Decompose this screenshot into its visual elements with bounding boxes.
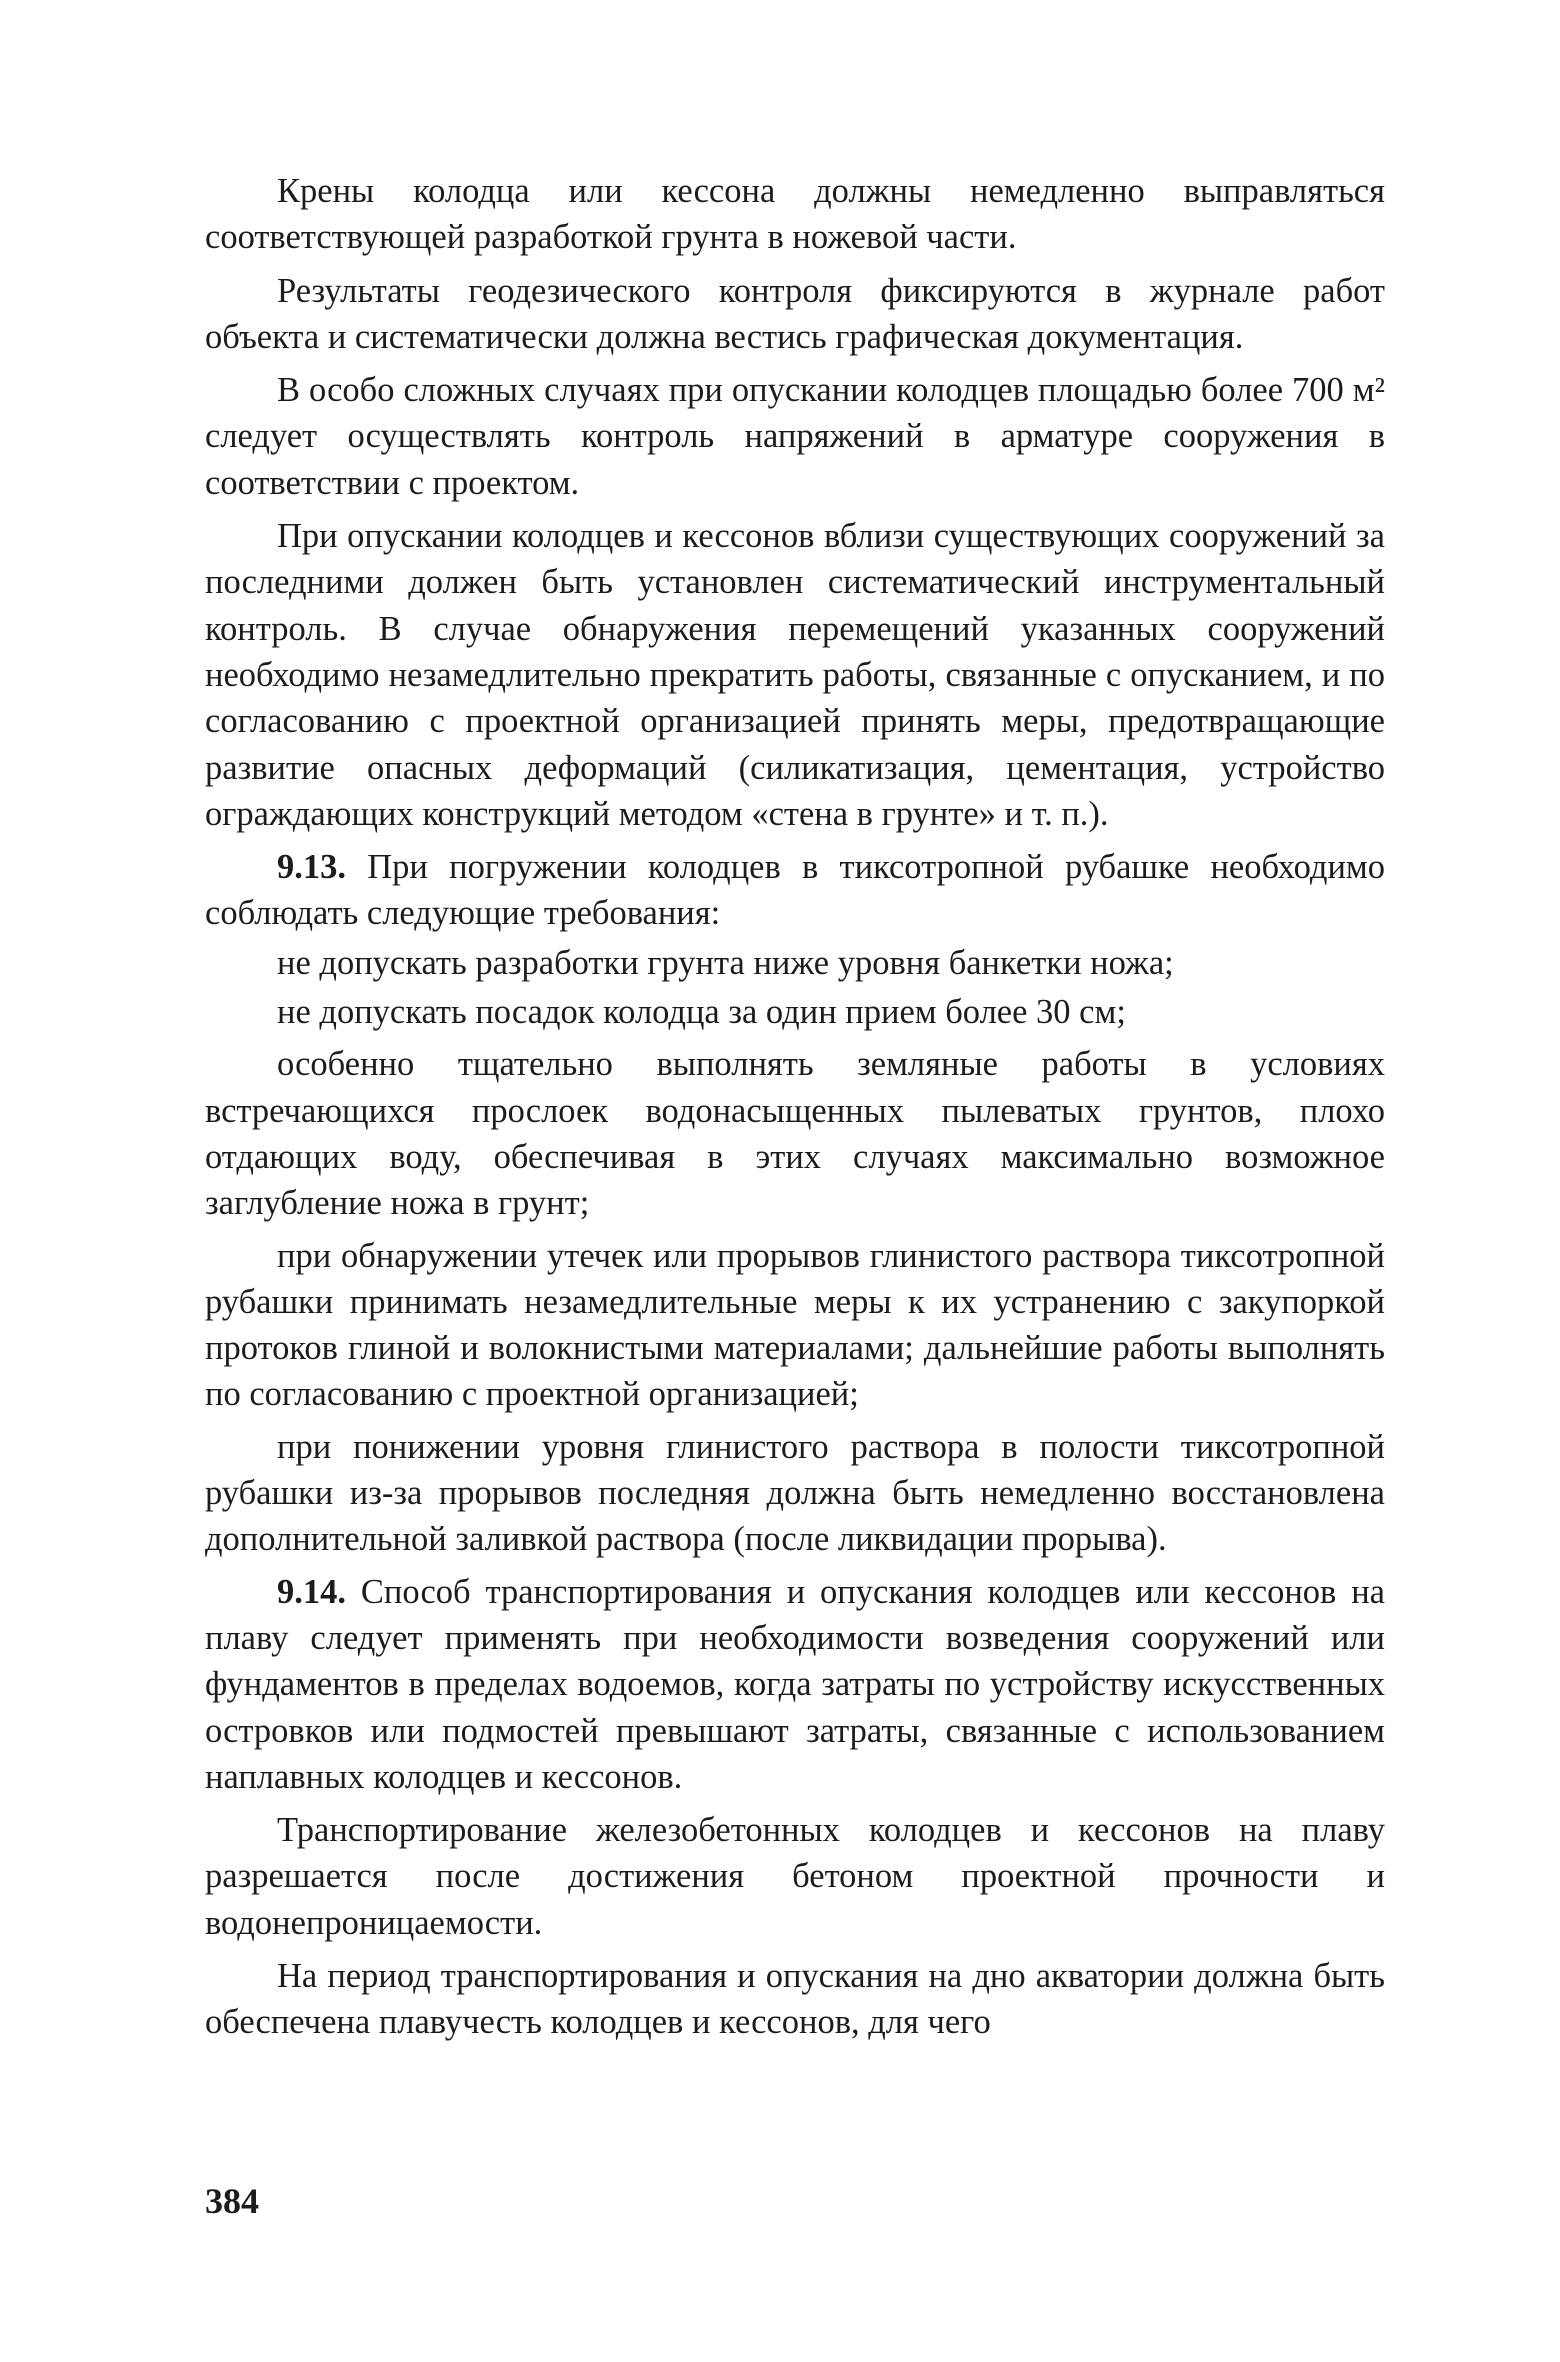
requirement-item: при обнаружении утечек или прорывов глинистого раствора тиксотропной рубашки принимать незамедлительные меры к их устранению с закупоркой протоков глиной и волокнистыми материалами; дальнейшие работы выполнять по согласованию с проектной организацией; [205,1236,1385,1414]
paragraph-nearby-structures: При опускании колодцев и кессонов вблизи существующих сооружений за последними должен быть установлен систематический инструментальный контроль. В случае обнаружения перемещений указанных сооружений необходимо незамедлительно прекратить работы, связанные с опусканием, и по согласованию с проектной организацией принять меры, предотвращающие развитие опасных деформаций (силикатизация, цементация, устройство ограждающих конструкций методом «стена в грунте» и т. п.). [205,517,1385,833]
paragraph-transport-permission: Транспортирование железобетонных колодцев и кессонов на плаву разрешается после достижения бетоном проектной прочности и водонепроницаемости. [205,1811,1385,1942]
paragraph-geodetic-control: Результаты геодезического контроля фиксируются в журнале работ объекта и систематически должна вестись графическая документация. [205,271,1385,356]
section-text-9-13: При погружении колодцев в тиксотропной рубашке необходимо соблюдать следующие требования: [205,848,1385,933]
paragraph-buoyancy: На период транспортирования и опускания на дно акватории должна быть обеспечена плавучесть колодцев и кессонов, для чего [205,1956,1385,2042]
page-number: 384 [205,2181,259,2221]
requirement-item: не допускать посадок колодца за один прием более 30 см; [277,993,1126,1032]
requirement-item: особенно тщательно выполнять земляные работы в условиях встречающихся прослоек водонасыщенных пылеватых грунтов, плохо отдающих воду, обеспечивая в этих случаях максимально возможное заглубление ножа в грунт; [205,1045,1385,1223]
paragraph-section-9-13 [205,844,1385,937]
paragraph-section-9-14 [205,1569,1385,1800]
requirement-item: при понижении уровня глинистого раствора в полости тиксотропной рубашки из-за прорывов последняя должна быть немедленно восстановлена дополнительной заливкой раствора (после ликвидации прорыва). [205,1427,1385,1559]
section-text-9-14: Способ транспортирования и опускания колодцев или кессонов на плаву следует применять при необходимости возведения сооружений или фундаментов в пределах водоемов, когда затраты по устройству искусственных островков или подмостей превышают затраты, связанные с использованием наплавных колодцев и кессонов. [205,1572,1385,1796]
requirement-item: не допускать разработки грунта ниже уровня банкетки ножа; [277,943,1174,982]
section-number-9-14: 9.14. [277,1572,346,1611]
paragraph-stress-control: В особо сложных случаях при опускании колодцев площадью более 700 м² следует осуществлять контроль напряжений в арматуре сооружения в соответствии с проектом. [205,371,1385,502]
paragraph-tilt-correction: Крены колодца или кессона должны немедленно выправляться соответствующей разработкой грунта в ножевой части. [205,172,1385,257]
section-number-9-13: 9.13. [277,848,346,887]
page-body [205,168,1385,2053]
